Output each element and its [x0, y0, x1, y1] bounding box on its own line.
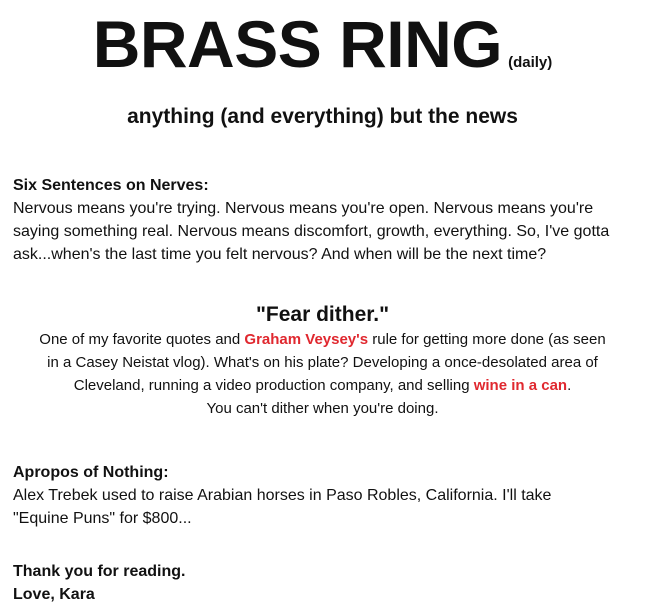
apropos-heading: Apropos of Nothing: — [13, 464, 169, 481]
masthead — [0, 6, 645, 82]
quote-section — [0, 302, 645, 420]
signoff — [13, 560, 185, 606]
tagline: anything (and everything) but the news — [127, 105, 518, 128]
quote-body — [33, 328, 613, 420]
six-sentences-heading: Six Sentences on Nerves: — [13, 177, 209, 194]
edition-label: (daily) — [508, 54, 553, 71]
thanks-line: Thank you for reading. — [13, 563, 186, 580]
quote-body-part3: . — [567, 377, 572, 394]
newsletter-title: BRASS RING — [92, 7, 503, 81]
six-sentences-body: Nervous means you're trying. Nervous means you're open. Nervous means you're saying something real. Nervous means discomfort, growth, everything. So, I've gotta ask...when's the last time you felt nervous? And when will be the next time? — [13, 200, 610, 263]
wine-in-a-can-link[interactable]: wine in a can — [473, 377, 568, 394]
quote-body-part1: One of my favorite quotes and — [39, 331, 245, 348]
apropos-section — [13, 461, 633, 530]
graham-veysey-link[interactable]: Graham Veysey's — [244, 331, 369, 348]
love-line: Love, Kara — [13, 586, 95, 603]
six-sentences-section — [13, 174, 633, 266]
quote-text: "Fear dither." — [255, 303, 390, 326]
quote-closing: You can't dither when you're doing. — [206, 400, 439, 417]
apropos-body: Alex Trebek used to raise Arabian horses in Paso Robles, California. I'll take "Equine Puns" for $800... — [13, 487, 552, 527]
quote-body-part2: rule for getting more done (as seen in a Casey Neistat vlog). What's on his plate? Developing a once-desolated area of Cleveland, running a video production company, and selling — [47, 331, 606, 394]
